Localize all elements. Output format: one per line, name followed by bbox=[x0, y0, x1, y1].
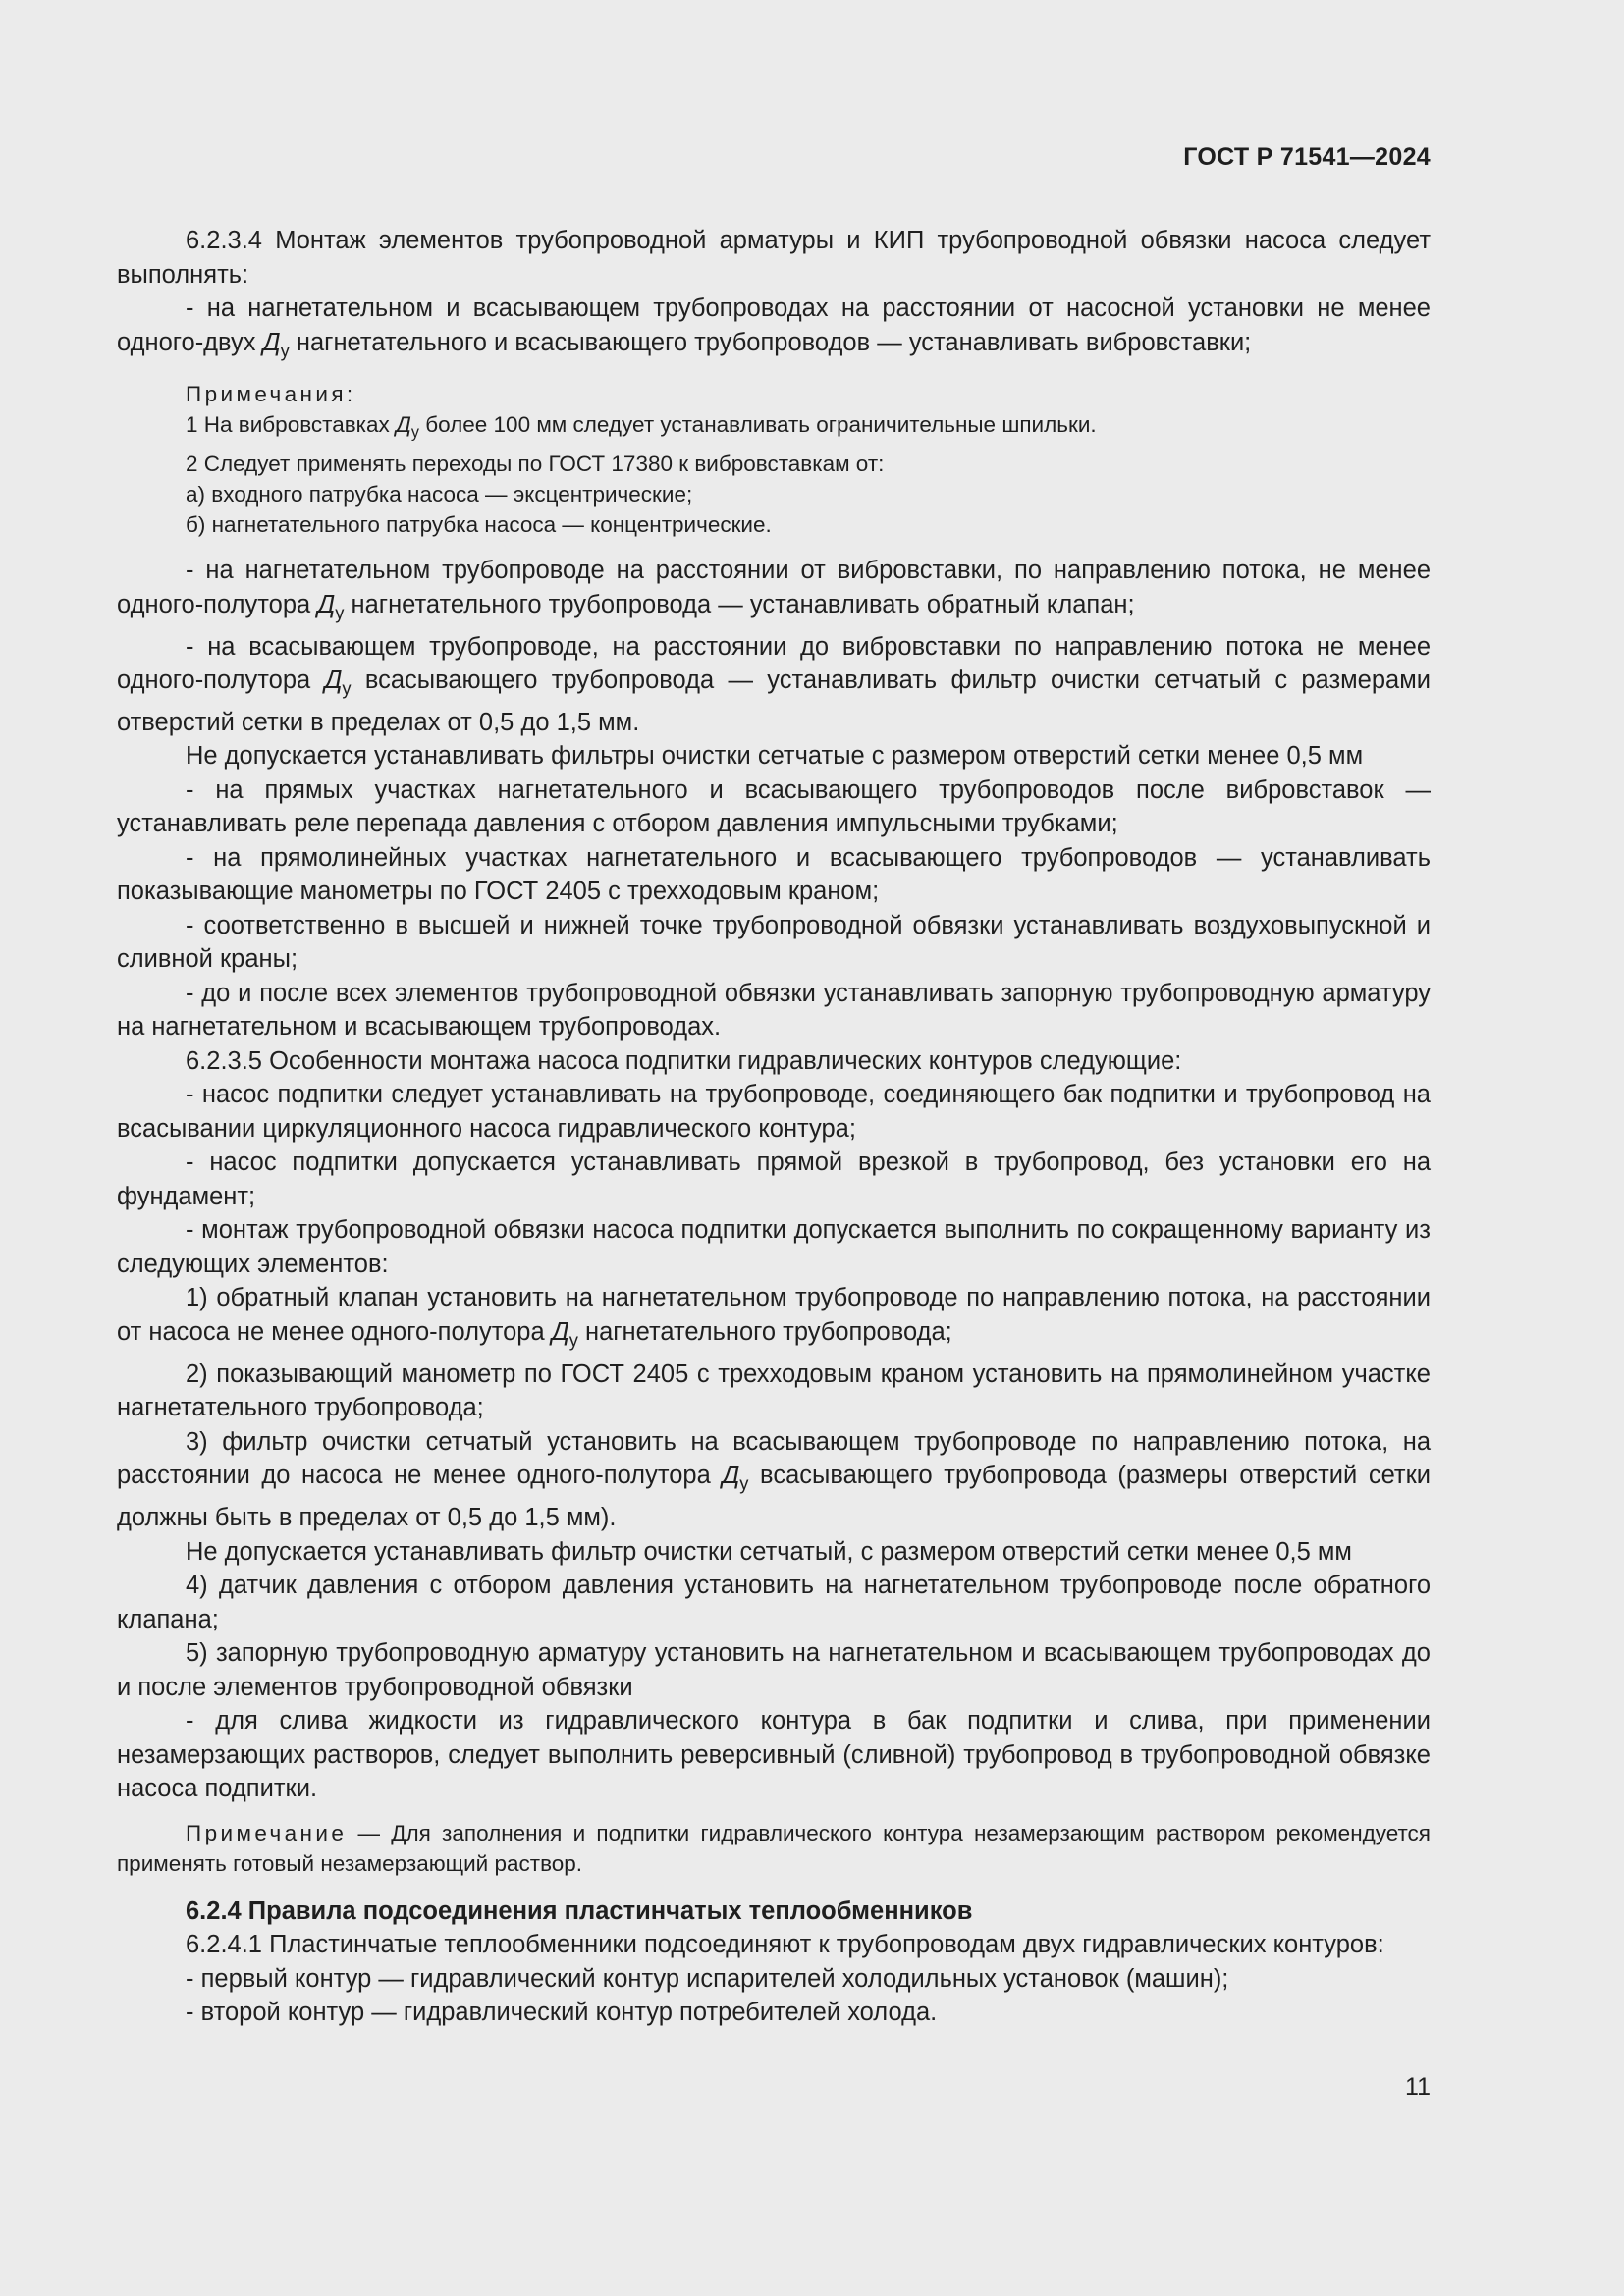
numbered-item: 3) фильтр очистки сетчатый установить на всасывающем трубопроводе по направлению потока, на расстоянии до насоса не менее одного-полутора $Д_у$ всасывающего трубопровода (размеры отверстий сетки должны быть в пределах от 0,5 до 1,5 мм). bbox=[117, 1427, 1431, 1532]
nominal-diameter-symbol: $Д_у$ bbox=[317, 590, 345, 622]
list-item: - для слива жидкости из гидравлического контура в бак подпитки и слива, при применении незамерзающих растворов, следует выполнить реверсивный (сливной) трубопровод в трубопроводной обвязке насоса подпитки. bbox=[117, 1707, 1431, 1803]
nominal-diameter-symbol: $Д_у$ bbox=[551, 1317, 578, 1351]
page-number: 11 bbox=[1405, 2073, 1431, 2101]
numbered-item: 2) показывающий манометр по ГОСТ 2405 с трехходовым краном установить на прямолинейном участке нагнетательного трубопровода; bbox=[117, 1360, 1431, 1422]
list-item: - второй контур — гидравлический контур потребителей холода. bbox=[186, 1999, 938, 2027]
list-item: - монтаж трубопроводной обвязки насоса подпитки допускается выполнить по сокращенному варианту из следующих элементов: bbox=[117, 1216, 1431, 1278]
numbered-item: 4) датчик давления с отбором давления установить на нагнетательном трубопроводе после обратного клапана; bbox=[117, 1572, 1431, 1633]
notes-block bbox=[117, 379, 1431, 540]
list-item: - на всасывающем трубопроводе, на расстоянии до вибровставки по направлению потока не менее одного-полутора $Д_у$ всасывающего трубопровода — устанавливать фильтр очистки сетчатый с размерами отверстий сетки в пределах от 0,5 до 1,5 мм. bbox=[117, 632, 1431, 736]
notes-title: Примечания: bbox=[186, 382, 356, 407]
list-item: - на нагнетательном и всасывающем трубопроводах на расстоянии от насосной установки не менее одного-двух $Д_у$ нагнетательного и всасывающего трубопроводов — устанавливать вибровставки; bbox=[117, 294, 1431, 360]
page-content bbox=[117, 224, 1431, 2030]
document-code-header: ГОСТ Р 71541—2024 bbox=[1183, 143, 1431, 171]
note-item: Примечание — Для заполнения и подпитки гидравлического контура незамерзающим раствором рекомендуется применять готовый незамерзающий раствор. bbox=[117, 1820, 1431, 1876]
restriction-paragraph: Не допускается устанавливать фильтры очистки сетчатые с размером отверстий сетки менее 0,5 мм bbox=[186, 742, 1364, 771]
section-heading: 6.2.4 Правила подсоединения пластинчатых теплообменников bbox=[186, 1896, 973, 1925]
list-item: - на прямых участках нагнетательного и всасывающего трубопроводов после вибровставок — устанавливать реле перепада давления с отбором давления импульсными трубками; bbox=[117, 775, 1431, 838]
note-item: а) входного патрубка насоса — эксцентрические; bbox=[186, 482, 693, 507]
nominal-diameter-symbol: $Д_у$ bbox=[722, 1462, 749, 1494]
note-item: 1 На вибровставках $Д_у$ более 100 мм следует устанавливать ограничительные шпильки. bbox=[186, 412, 1097, 443]
numbered-item: 1) обратный клапан установить на нагнетательном трубопроводе по направлению потока, на расстоянии от насоса не менее одного-полутора $Д_у$ нагнетательного трубопровода; bbox=[117, 1284, 1431, 1351]
clause-6-2-3-4-intro: 6.2.3.4 Монтаж элементов трубопроводной арматуры и КИП трубопроводной обвязки насоса следует выполнять: bbox=[117, 227, 1431, 289]
restriction-paragraph: Не допускается устанавливать фильтр очистки сетчатый, с размером отверстий сетки менее 0,5 мм bbox=[186, 1537, 1352, 1566]
list-item: - соответственно в высшей и нижней точке трубопроводной обвязки устанавливать воздуховыпускной и сливной краны; bbox=[117, 911, 1431, 974]
list-item: - насос подпитки допускается устанавливать прямой врезкой в трубопровод, без установки его на фундамент; bbox=[117, 1148, 1431, 1210]
list-item: - до и после всех элементов трубопроводной обвязки устанавливать запорную трубопроводную арматуру на нагнетательном и всасывающем трубопроводах. bbox=[117, 979, 1431, 1041]
list-item: - на нагнетательном трубопроводе на расстоянии от вибровставки, по направлению потока, не менее одного-полутора $Д_у$ нагнетательного трубопровода — устанавливать обратный клапан; bbox=[117, 557, 1431, 622]
note-block bbox=[117, 1818, 1431, 1879]
note-item: 2 Следует применять переходы по ГОСТ 17380 к вибровставкам от: bbox=[186, 452, 885, 477]
nominal-diameter-symbol: $Д_у$ bbox=[396, 412, 419, 443]
note-title: Примечание bbox=[186, 1820, 348, 1845]
list-item: - насос подпитки следует устанавливать на трубопроводе, соединяющего бак подпитки и трубопровод на всасывании циркуляционного насоса гидравлического контура; bbox=[117, 1081, 1431, 1143]
nominal-diameter-symbol: $Д_у$ bbox=[324, 667, 352, 699]
note-item: б) нагнетательного патрубка насоса — концентрические. bbox=[186, 512, 772, 538]
list-item: - первый контур — гидравлический контур испарителей холодильных установок (машин); bbox=[186, 1964, 1229, 1993]
clause-6-2-4-1-intro: 6.2.4.1 Пластинчатые теплообменники подсоединяют к трубопроводам двух гидравлических контуров: bbox=[186, 1931, 1384, 1959]
numbered-item: 5) запорную трубопроводную арматуру установить на нагнетательном и всасывающем трубопроводах до и после элементов трубопроводной обвязки bbox=[117, 1639, 1431, 1701]
nominal-diameter-symbol: $Д_у$ bbox=[262, 328, 290, 360]
list-item: - на прямолинейных участках нагнетательного и всасывающего трубопроводов — устанавливать показывающие манометры по ГОСТ 2405 с трехходовым краном; bbox=[117, 843, 1431, 906]
clause-6-2-3-5-intro: 6.2.3.5 Особенности монтажа насоса подпитки гидравлических контуров следующие: bbox=[186, 1046, 1182, 1075]
